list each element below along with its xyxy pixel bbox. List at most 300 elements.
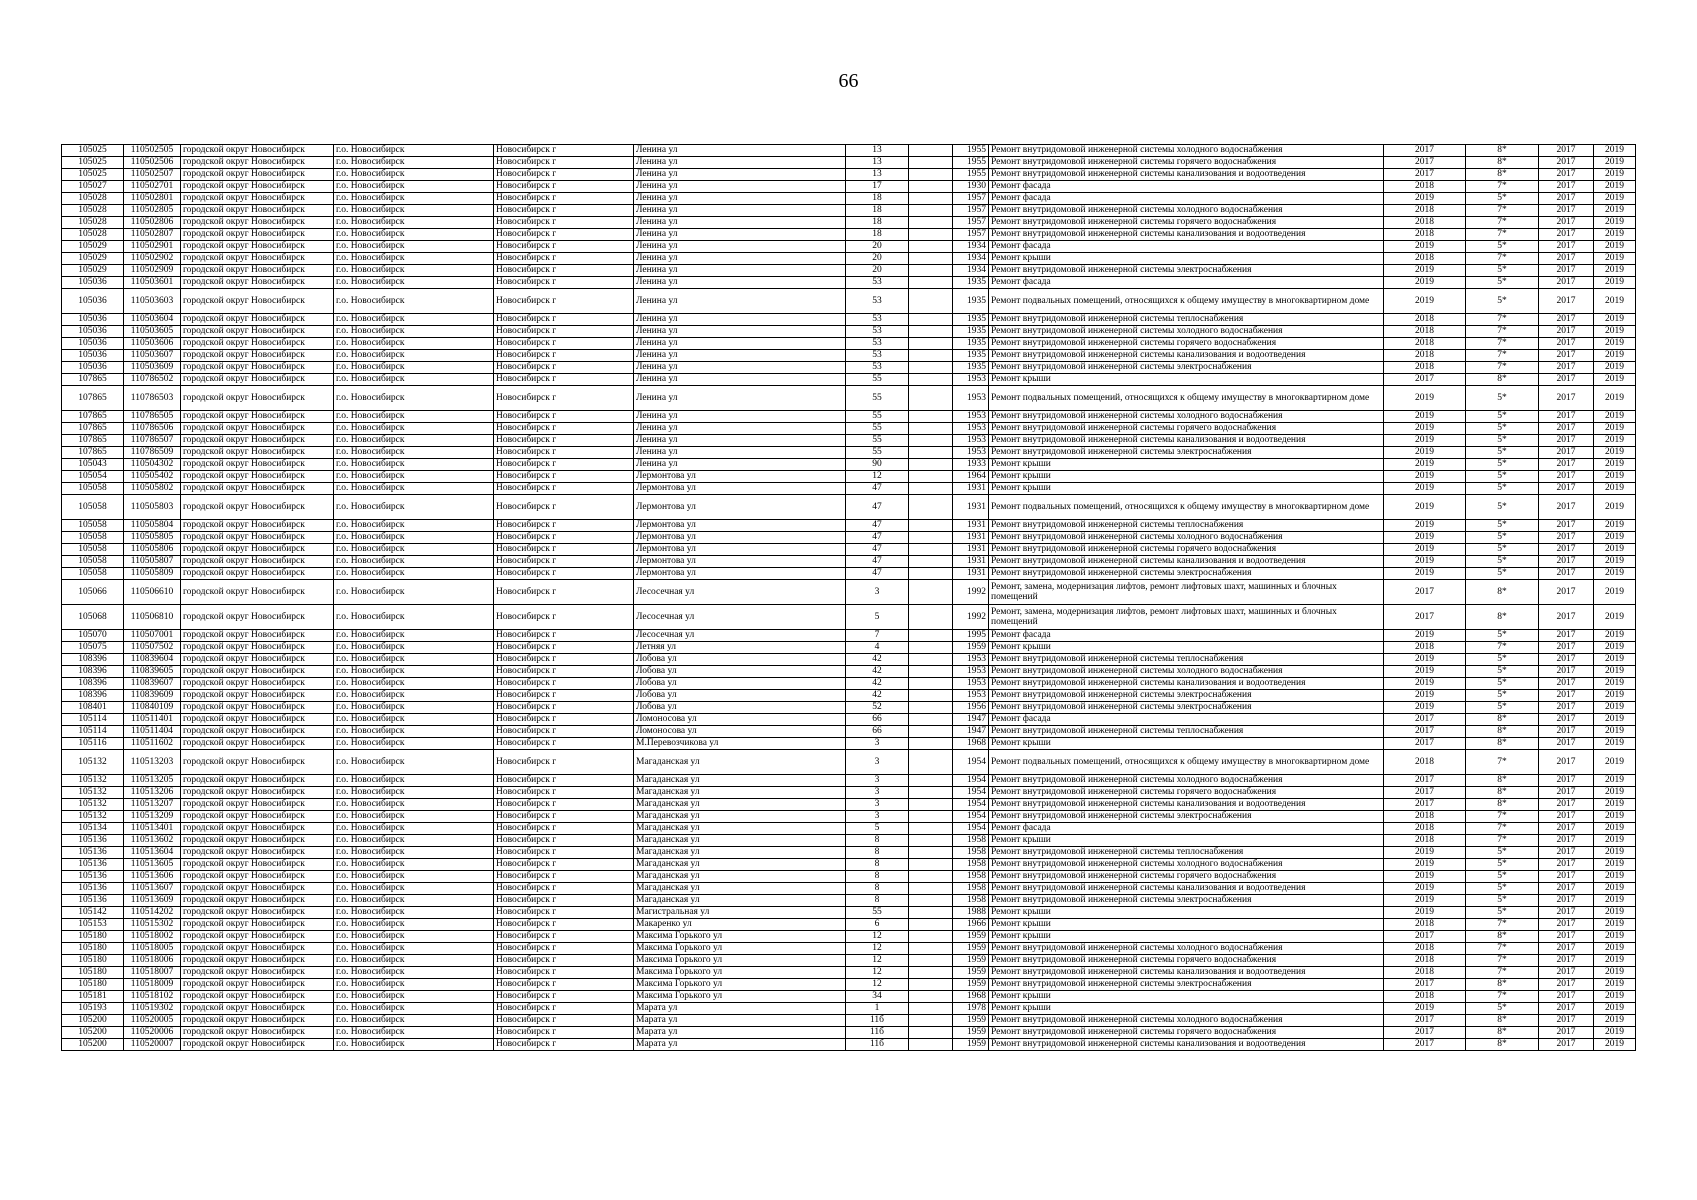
- locality-cell: Новосибирск г: [494, 289, 634, 314]
- work-code-cell: 110502807: [124, 229, 181, 241]
- work-code-cell: 110513609: [124, 895, 181, 907]
- table-row: [62, 169, 1636, 181]
- street-cell: Ленина ул: [634, 350, 846, 362]
- building-number-cell: [909, 811, 953, 823]
- planned-year-cell: 2018: [1384, 943, 1466, 955]
- work-code-cell: 110505804: [124, 520, 181, 532]
- period-end-cell: 2019: [1594, 229, 1636, 241]
- priority-cell: 7*: [1466, 642, 1539, 654]
- house-number-cell: 47: [846, 544, 909, 556]
- work-code-cell: 110518102: [124, 991, 181, 1003]
- period-start-cell: 2017: [1539, 205, 1594, 217]
- street-cell: Магаданская ул: [634, 835, 846, 847]
- period-start-cell: 2017: [1539, 580, 1594, 605]
- street-cell: Ленина ул: [634, 217, 846, 229]
- locality-cell: Новосибирск г: [494, 871, 634, 883]
- table-row: [62, 955, 1636, 967]
- table-row: [62, 532, 1636, 544]
- period-start-cell: 2017: [1539, 193, 1594, 205]
- work-code-cell: 110502506: [124, 157, 181, 169]
- priority-cell: 8*: [1466, 157, 1539, 169]
- table-row: [62, 386, 1636, 411]
- locality-cell: Новосибирск г: [494, 520, 634, 532]
- building-number-cell: [909, 907, 953, 919]
- construction-year-cell: 1955: [953, 169, 989, 181]
- period-end-cell: 2019: [1594, 362, 1636, 374]
- building-number-cell: [909, 738, 953, 750]
- house-number-cell: 12: [846, 955, 909, 967]
- house-number-cell: 3: [846, 787, 909, 799]
- object-id-cell: 108396: [62, 654, 124, 666]
- priority-cell: 7*: [1466, 350, 1539, 362]
- object-id-cell: 105180: [62, 931, 124, 943]
- locality-cell: Новосибирск г: [494, 386, 634, 411]
- priority-cell: 5*: [1466, 277, 1539, 289]
- work-code-cell: 110513203: [124, 750, 181, 775]
- object-id-cell: 105180: [62, 955, 124, 967]
- locality-cell: Новосибирск г: [494, 955, 634, 967]
- construction-year-cell: 1968: [953, 991, 989, 1003]
- object-id-cell: 105058: [62, 544, 124, 556]
- municipal-district-cell: городской округ Новосибирск: [181, 919, 334, 931]
- work-code-cell: 110518007: [124, 967, 181, 979]
- planned-year-cell: 2017: [1384, 931, 1466, 943]
- municipality-cell: г.о. Новосибирск: [334, 979, 494, 991]
- priority-cell: 7*: [1466, 967, 1539, 979]
- municipal-district-cell: городской округ Новосибирск: [181, 471, 334, 483]
- period-end-cell: 2019: [1594, 738, 1636, 750]
- construction-year-cell: 1931: [953, 495, 989, 520]
- house-number-cell: 42: [846, 666, 909, 678]
- work-code-cell: 110505807: [124, 556, 181, 568]
- period-start-cell: 2017: [1539, 326, 1594, 338]
- construction-year-cell: 1954: [953, 799, 989, 811]
- municipal-district-cell: городской округ Новосибирск: [181, 847, 334, 859]
- municipal-district-cell: городской округ Новосибирск: [181, 169, 334, 181]
- municipality-cell: г.о. Новосибирск: [334, 350, 494, 362]
- house-number-cell: 53: [846, 289, 909, 314]
- table-row: [62, 775, 1636, 787]
- house-number-cell: 8: [846, 895, 909, 907]
- municipal-district-cell: городской округ Новосибирск: [181, 181, 334, 193]
- work-code-cell: 110511401: [124, 714, 181, 726]
- house-number-cell: 12: [846, 931, 909, 943]
- planned-year-cell: 2017: [1384, 787, 1466, 799]
- municipality-cell: г.о. Новосибирск: [334, 1003, 494, 1015]
- street-cell: Максима Горького ул: [634, 991, 846, 1003]
- object-id-cell: 105036: [62, 350, 124, 362]
- construction-year-cell: 1955: [953, 145, 989, 157]
- work-code-cell: 110513604: [124, 847, 181, 859]
- municipality-cell: г.о. Новосибирск: [334, 931, 494, 943]
- planned-year-cell: 2017: [1384, 738, 1466, 750]
- period-start-cell: 2017: [1539, 907, 1594, 919]
- street-cell: Ленина ул: [634, 423, 846, 435]
- work-code-cell: 110513605: [124, 859, 181, 871]
- object-id-cell: 105058: [62, 483, 124, 495]
- work-code-cell: 110503603: [124, 289, 181, 314]
- locality-cell: Новосибирск г: [494, 157, 634, 169]
- period-start-cell: 2017: [1539, 654, 1594, 666]
- period-start-cell: 2017: [1539, 799, 1594, 811]
- period-end-cell: 2019: [1594, 350, 1636, 362]
- street-cell: Ленина ул: [634, 326, 846, 338]
- period-end-cell: 2019: [1594, 205, 1636, 217]
- work-type-cell: Ремонт внутридомовой инженерной системы горячего водоснабжения: [989, 1027, 1384, 1039]
- planned-year-cell: 2017: [1384, 1015, 1466, 1027]
- object-id-cell: 105054: [62, 471, 124, 483]
- period-start-cell: 2017: [1539, 1003, 1594, 1015]
- street-cell: Ломоносова ул: [634, 714, 846, 726]
- locality-cell: Новосибирск г: [494, 568, 634, 580]
- construction-year-cell: 1957: [953, 229, 989, 241]
- locality-cell: Новосибирск г: [494, 811, 634, 823]
- construction-year-cell: 1935: [953, 277, 989, 289]
- municipality-cell: г.о. Новосибирск: [334, 495, 494, 520]
- municipality-cell: г.о. Новосибирск: [334, 483, 494, 495]
- construction-year-cell: 1959: [953, 943, 989, 955]
- priority-cell: 7*: [1466, 943, 1539, 955]
- municipal-district-cell: городской округ Новосибирск: [181, 241, 334, 253]
- work-type-cell: Ремонт внутридомовой инженерной системы холодного водоснабжения: [989, 775, 1384, 787]
- municipal-district-cell: городской округ Новосибирск: [181, 642, 334, 654]
- municipality-cell: г.о. Новосибирск: [334, 835, 494, 847]
- street-cell: Ленина ул: [634, 253, 846, 265]
- municipal-district-cell: городской округ Новосибирск: [181, 314, 334, 326]
- object-id-cell: 105114: [62, 726, 124, 738]
- priority-cell: 7*: [1466, 362, 1539, 374]
- locality-cell: Новосибирск г: [494, 738, 634, 750]
- locality-cell: Новосибирск г: [494, 847, 634, 859]
- street-cell: Ленина ул: [634, 459, 846, 471]
- planned-year-cell: 2019: [1384, 859, 1466, 871]
- table-row: [62, 1039, 1636, 1051]
- object-id-cell: 108396: [62, 690, 124, 702]
- priority-cell: 8*: [1466, 799, 1539, 811]
- locality-cell: Новосибирск г: [494, 859, 634, 871]
- municipal-district-cell: городской округ Новосибирск: [181, 690, 334, 702]
- planned-year-cell: 2019: [1384, 871, 1466, 883]
- work-code-cell: 110505402: [124, 471, 181, 483]
- municipal-district-cell: городской округ Новосибирск: [181, 1039, 334, 1051]
- work-type-cell: Ремонт внутридомовой инженерной системы канализования и водоотведения: [989, 229, 1384, 241]
- table-row: [62, 241, 1636, 253]
- building-number-cell: [909, 556, 953, 568]
- object-id-cell: 105132: [62, 750, 124, 775]
- planned-year-cell: 2018: [1384, 919, 1466, 931]
- priority-cell: 8*: [1466, 738, 1539, 750]
- work-code-cell: 110513606: [124, 871, 181, 883]
- street-cell: Магаданская ул: [634, 787, 846, 799]
- municipal-district-cell: городской округ Новосибирск: [181, 907, 334, 919]
- building-number-cell: [909, 289, 953, 314]
- period-end-cell: 2019: [1594, 750, 1636, 775]
- street-cell: Ленина ул: [634, 314, 846, 326]
- period-end-cell: 2019: [1594, 277, 1636, 289]
- municipal-district-cell: городской округ Новосибирск: [181, 338, 334, 350]
- period-end-cell: 2019: [1594, 435, 1636, 447]
- building-number-cell: [909, 471, 953, 483]
- construction-year-cell: 1953: [953, 423, 989, 435]
- period-end-cell: 2019: [1594, 931, 1636, 943]
- street-cell: Ленина ул: [634, 374, 846, 386]
- priority-cell: 5*: [1466, 871, 1539, 883]
- period-start-cell: 2017: [1539, 241, 1594, 253]
- planned-year-cell: 2019: [1384, 895, 1466, 907]
- work-type-cell: Ремонт внутридомовой инженерной системы горячего водоснабжения: [989, 338, 1384, 350]
- period-end-cell: 2019: [1594, 654, 1636, 666]
- object-id-cell: 105132: [62, 787, 124, 799]
- municipal-district-cell: городской округ Новосибирск: [181, 1015, 334, 1027]
- work-type-cell: Ремонт внутридомовой инженерной системы канализования и водоотведения: [989, 169, 1384, 181]
- municipality-cell: г.о. Новосибирск: [334, 169, 494, 181]
- planned-year-cell: 2019: [1384, 556, 1466, 568]
- building-number-cell: [909, 350, 953, 362]
- object-id-cell: 105058: [62, 495, 124, 520]
- municipality-cell: г.о. Новосибирск: [334, 883, 494, 895]
- table-row: [62, 326, 1636, 338]
- work-code-cell: 110513207: [124, 799, 181, 811]
- priority-cell: 5*: [1466, 532, 1539, 544]
- period-start-cell: 2017: [1539, 483, 1594, 495]
- construction-year-cell: 1958: [953, 883, 989, 895]
- construction-year-cell: 1959: [953, 955, 989, 967]
- planned-year-cell: 2017: [1384, 374, 1466, 386]
- planned-year-cell: 2019: [1384, 520, 1466, 532]
- street-cell: Лобова ул: [634, 654, 846, 666]
- building-number-cell: [909, 362, 953, 374]
- street-cell: Лермонтова ул: [634, 544, 846, 556]
- street-cell: Магаданская ул: [634, 775, 846, 787]
- locality-cell: Новосибирск г: [494, 931, 634, 943]
- construction-year-cell: 1930: [953, 181, 989, 193]
- work-code-cell: 110518006: [124, 955, 181, 967]
- municipal-district-cell: городской округ Новосибирск: [181, 1027, 334, 1039]
- period-start-cell: 2017: [1539, 991, 1594, 1003]
- period-start-cell: 2017: [1539, 471, 1594, 483]
- building-number-cell: [909, 642, 953, 654]
- period-start-cell: 2017: [1539, 447, 1594, 459]
- municipality-cell: г.о. Новосибирск: [334, 556, 494, 568]
- period-start-cell: 2017: [1539, 556, 1594, 568]
- planned-year-cell: 2018: [1384, 811, 1466, 823]
- municipality-cell: г.о. Новосибирск: [334, 386, 494, 411]
- construction-year-cell: 1953: [953, 386, 989, 411]
- priority-cell: 8*: [1466, 787, 1539, 799]
- period-start-cell: 2017: [1539, 532, 1594, 544]
- priority-cell: 7*: [1466, 181, 1539, 193]
- municipal-district-cell: городской округ Новосибирск: [181, 799, 334, 811]
- priority-cell: 8*: [1466, 726, 1539, 738]
- period-end-cell: 2019: [1594, 907, 1636, 919]
- work-type-cell: Ремонт внутридомовой инженерной системы электроснабжения: [989, 895, 1384, 907]
- building-number-cell: [909, 411, 953, 423]
- construction-year-cell: 1958: [953, 859, 989, 871]
- municipal-district-cell: городской округ Новосибирск: [181, 580, 334, 605]
- object-id-cell: 105058: [62, 556, 124, 568]
- table-row: [62, 229, 1636, 241]
- house-number-cell: 5: [846, 605, 909, 630]
- municipality-cell: г.о. Новосибирск: [334, 991, 494, 1003]
- table-row: [62, 447, 1636, 459]
- house-number-cell: 6: [846, 919, 909, 931]
- object-id-cell: 105028: [62, 193, 124, 205]
- priority-cell: 8*: [1466, 979, 1539, 991]
- work-type-cell: Ремонт внутридомовой инженерной системы холодного водоснабжения: [989, 1015, 1384, 1027]
- construction-year-cell: 1959: [953, 931, 989, 943]
- municipal-district-cell: городской округ Новосибирск: [181, 931, 334, 943]
- planned-year-cell: 2018: [1384, 823, 1466, 835]
- period-start-cell: 2017: [1539, 181, 1594, 193]
- street-cell: Магаданская ул: [634, 811, 846, 823]
- construction-year-cell: 1995: [953, 630, 989, 642]
- work-code-cell: 110505803: [124, 495, 181, 520]
- construction-year-cell: 1953: [953, 447, 989, 459]
- construction-year-cell: 1954: [953, 787, 989, 799]
- building-number-cell: [909, 1015, 953, 1027]
- house-number-cell: 42: [846, 690, 909, 702]
- priority-cell: 5*: [1466, 193, 1539, 205]
- municipality-cell: г.о. Новосибирск: [334, 750, 494, 775]
- work-type-cell: Ремонт крыши: [989, 483, 1384, 495]
- municipal-district-cell: городской округ Новосибирск: [181, 532, 334, 544]
- street-cell: Лермонтова ул: [634, 532, 846, 544]
- locality-cell: Новосибирск г: [494, 654, 634, 666]
- work-type-cell: Ремонт внутридомовой инженерной системы холодного водоснабжения: [989, 145, 1384, 157]
- table-row: [62, 580, 1636, 605]
- object-id-cell: 105180: [62, 967, 124, 979]
- table-row: [62, 666, 1636, 678]
- building-number-cell: [909, 459, 953, 471]
- street-cell: Магаданская ул: [634, 799, 846, 811]
- planned-year-cell: 2019: [1384, 883, 1466, 895]
- construction-year-cell: 1947: [953, 726, 989, 738]
- period-end-cell: 2019: [1594, 871, 1636, 883]
- planned-year-cell: 2019: [1384, 544, 1466, 556]
- municipality-cell: г.о. Новосибирск: [334, 471, 494, 483]
- planned-year-cell: 2019: [1384, 193, 1466, 205]
- house-number-cell: 53: [846, 314, 909, 326]
- locality-cell: Новосибирск г: [494, 471, 634, 483]
- municipal-district-cell: городской округ Новосибирск: [181, 157, 334, 169]
- house-number-cell: 20: [846, 241, 909, 253]
- municipality-cell: г.о. Новосибирск: [334, 811, 494, 823]
- construction-year-cell: 1957: [953, 217, 989, 229]
- work-code-cell: 110839604: [124, 654, 181, 666]
- planned-year-cell: 2019: [1384, 277, 1466, 289]
- work-code-cell: 110518009: [124, 979, 181, 991]
- house-number-cell: 66: [846, 726, 909, 738]
- period-end-cell: 2019: [1594, 483, 1636, 495]
- construction-year-cell: 1935: [953, 350, 989, 362]
- building-number-cell: [909, 181, 953, 193]
- work-code-cell: 110786509: [124, 447, 181, 459]
- locality-cell: Новосибирск г: [494, 1027, 634, 1039]
- object-id-cell: 105036: [62, 326, 124, 338]
- work-type-cell: Ремонт внутридомовой инженерной системы теплоснабжения: [989, 847, 1384, 859]
- priority-cell: 8*: [1466, 775, 1539, 787]
- municipality-cell: г.о. Новосибирск: [334, 714, 494, 726]
- object-id-cell: 105036: [62, 338, 124, 350]
- locality-cell: Новосибирск г: [494, 447, 634, 459]
- house-number-cell: 20: [846, 265, 909, 277]
- table-row: [62, 919, 1636, 931]
- planned-year-cell: 2019: [1384, 435, 1466, 447]
- municipal-district-cell: городской округ Новосибирск: [181, 253, 334, 265]
- municipality-cell: г.о. Новосибирск: [334, 823, 494, 835]
- locality-cell: Новосибирск г: [494, 350, 634, 362]
- work-code-cell: 110505806: [124, 544, 181, 556]
- building-number-cell: [909, 1039, 953, 1051]
- object-id-cell: 105025: [62, 157, 124, 169]
- municipality-cell: г.о. Новосибирск: [334, 799, 494, 811]
- period-end-cell: 2019: [1594, 314, 1636, 326]
- work-code-cell: 110519302: [124, 1003, 181, 1015]
- period-end-cell: 2019: [1594, 580, 1636, 605]
- house-number-cell: 55: [846, 386, 909, 411]
- street-cell: Максима Горького ул: [634, 967, 846, 979]
- locality-cell: Новосибирск г: [494, 726, 634, 738]
- work-code-cell: 110513401: [124, 823, 181, 835]
- municipality-cell: г.о. Новосибирск: [334, 678, 494, 690]
- municipal-district-cell: городской округ Новосибирск: [181, 217, 334, 229]
- work-code-cell: 110502801: [124, 193, 181, 205]
- table-row: [62, 738, 1636, 750]
- table-row: [62, 483, 1636, 495]
- street-cell: Магистральная ул: [634, 907, 846, 919]
- building-number-cell: [909, 967, 953, 979]
- building-number-cell: [909, 193, 953, 205]
- street-cell: Ленина ул: [634, 338, 846, 350]
- building-number-cell: [909, 423, 953, 435]
- street-cell: Лермонтова ул: [634, 520, 846, 532]
- locality-cell: Новосибирск г: [494, 823, 634, 835]
- locality-cell: Новосибирск г: [494, 775, 634, 787]
- street-cell: Лермонтова ул: [634, 495, 846, 520]
- planned-year-cell: 2018: [1384, 835, 1466, 847]
- municipal-district-cell: городской округ Новосибирск: [181, 386, 334, 411]
- street-cell: М.Перевозчикова ул: [634, 738, 846, 750]
- planned-year-cell: 2018: [1384, 350, 1466, 362]
- street-cell: Магаданская ул: [634, 859, 846, 871]
- house-number-cell: 8: [846, 859, 909, 871]
- period-start-cell: 2017: [1539, 871, 1594, 883]
- table-row: [62, 145, 1636, 157]
- work-code-cell: 110503609: [124, 362, 181, 374]
- municipality-cell: г.о. Новосибирск: [334, 423, 494, 435]
- building-number-cell: [909, 241, 953, 253]
- municipal-district-cell: городской округ Новосибирск: [181, 991, 334, 1003]
- table-row: [62, 217, 1636, 229]
- planned-year-cell: 2019: [1384, 471, 1466, 483]
- municipal-district-cell: городской округ Новосибирск: [181, 750, 334, 775]
- priority-cell: 5*: [1466, 495, 1539, 520]
- construction-year-cell: 1992: [953, 580, 989, 605]
- work-code-cell: 110502507: [124, 169, 181, 181]
- locality-cell: Новосибирск г: [494, 690, 634, 702]
- locality-cell: Новосибирск г: [494, 991, 634, 1003]
- work-code-cell: 110503601: [124, 277, 181, 289]
- repair-program-table: [61, 144, 1636, 1051]
- work-code-cell: 110503604: [124, 314, 181, 326]
- house-number-cell: 42: [846, 654, 909, 666]
- municipal-district-cell: городской округ Новосибирск: [181, 544, 334, 556]
- building-number-cell: [909, 217, 953, 229]
- period-end-cell: 2019: [1594, 775, 1636, 787]
- priority-cell: 8*: [1466, 1015, 1539, 1027]
- priority-cell: 5*: [1466, 678, 1539, 690]
- period-start-cell: 2017: [1539, 374, 1594, 386]
